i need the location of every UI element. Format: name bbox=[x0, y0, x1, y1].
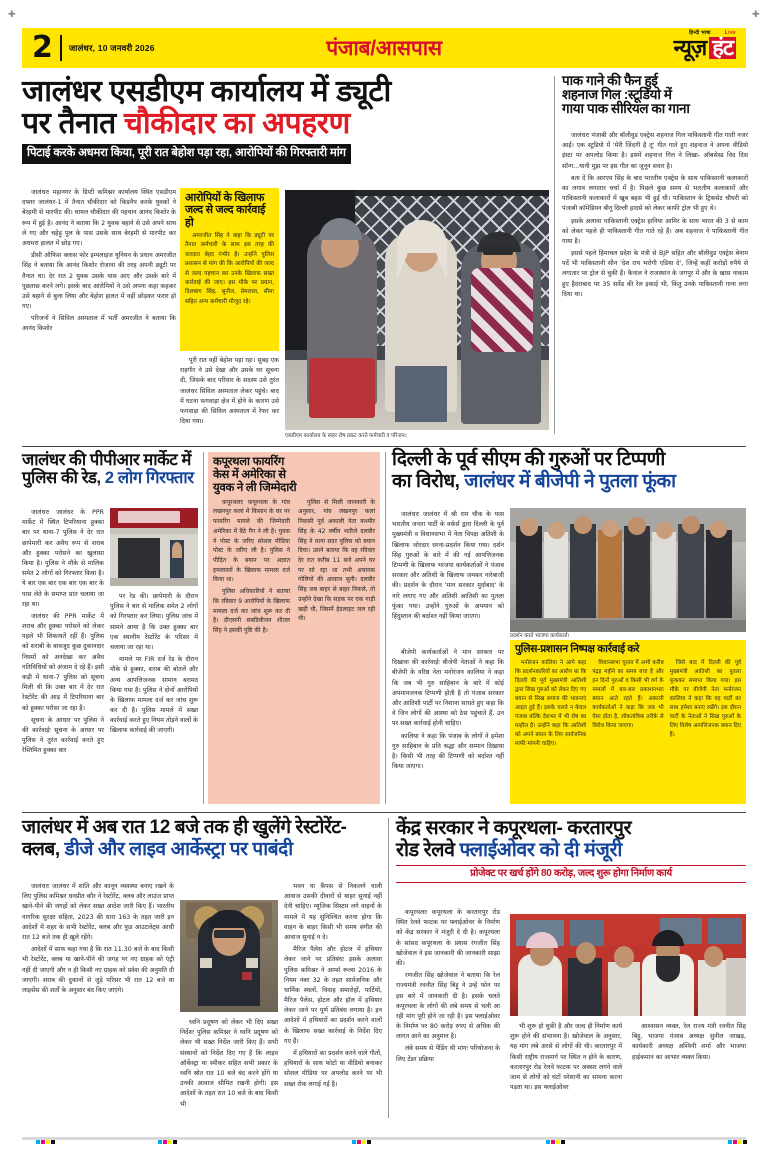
bottom-left-headline-l2 bbox=[22, 840, 382, 860]
color-dots-3 bbox=[352, 1140, 371, 1144]
mid-left-headline-l2-plain: पुलिस की रेड, bbox=[22, 469, 105, 488]
lead-yellow-box bbox=[180, 188, 279, 351]
lead-photo-protest bbox=[285, 190, 549, 430]
bottom-left-body-col2 bbox=[180, 1018, 278, 1112]
mid-left-col2-para-1: पर रेड की। छापेमारी के दौरान पुलिस ने बार से मालिक समेत 2 लोगों को गिरफ्तार कर लिया। पुलिस जांच में सामने आया है कि उक्त हुक्का बार एक स्थानीय रेस्टोरेंट के परिसर में चलाया जा रहा था। bbox=[110, 593, 198, 651]
mid-right-headline-l1: दिल्ली के पूर्व सीएम की गुरुओं पर टिप्पणी bbox=[392, 449, 665, 470]
mid-right-story bbox=[392, 450, 746, 492]
mid-right-headline-l2-accent: जालंधर में बीजेपी ने पुतला फूंका bbox=[464, 470, 676, 492]
mid-pink-para-3: पुलिस से मिली जानकारी के अनुसार, गांव लखनपुर कलां निवासी पूर्व अकाली नेता कश्मीर सिंह के 42 वर्षीय भतीजे दलवीर सिंह ने थाना सदर पुलिस को बयान दिया। उसने बताया कि वह रविवार देर रात करीब 11 बजे अपने घर पर सो रहा था तभी अचानक गोलियों की आवाज सुनी। दलवीर सिंह जब बाहर से बाहर निकले, तो उन्होंने देखा कि सड़क पर एक गाड़ी खड़ी थी, जिसमें हेडलाइट जल रही थी। bbox=[298, 498, 375, 623]
mid-left-story bbox=[22, 452, 198, 487]
bottom-left-body-col3 bbox=[284, 882, 382, 1092]
bottom-left-col3-para-1: में हथियारों का प्रदर्शन करने वाले गीतों, हथियारों के साथ फोटो या वीडियो बनाकर सोशल मीडिया पर अपलोड करने पर भी सख्त रोक लगाई गई है। bbox=[284, 1050, 382, 1088]
color-registration-bar bbox=[22, 1137, 746, 1140]
bottom-right-headline-l2-accent: फ्लाईओवर को दी मंजूरी bbox=[459, 839, 623, 862]
right-column-story bbox=[562, 74, 748, 116]
mid-right-yellow-col2-para: विधानसभा चुनाव में अभी करीब पंद्रह महीने का समय बचा है और इन दिनों गुरुओं व किसी भी वर्ग के मामलों में बार-बार प्रकाशनभरा बयान आते रहते हैं। अकाली कार्यकर्ताओं ने कहा कि जब भी ऐसा होता है, लोकतांत्रिक तरीके से विरोध किया जाएगा। bbox=[592, 659, 664, 730]
register-mark-tl: ✚ bbox=[8, 9, 16, 19]
lead-yellow-box-headline: आरोपियों के खिलाफ जल्द से जल्द कार्रवाई हो bbox=[185, 192, 266, 229]
lead-headline-line2-accent: चौकीदार का अपहरण bbox=[123, 107, 350, 141]
mid-right-yellow-col1-para: मनोरंजन कालिया ने आगे कहा कि प्रदर्शनकारियों का आरोप था कि दिल्ली की पूर्व मुख्यमंत्री आतिशी द्वारा सिख गुरुओं को लेकर दिए गए बयान से सिख समाज की भावनाएं आहत हुई हैं। इसके चलते न केवल पंजाब बल्कि देशभर में भी रोष का माहौल है। उन्होंने कहा कि आतिशी को अपने बयान के लिए सार्वजनिक माफी मांगनी चाहिए। bbox=[515, 659, 587, 748]
divider-right-col bbox=[554, 76, 555, 434]
mid-pink-story bbox=[208, 452, 380, 804]
mid-right-yellow-col2 bbox=[592, 659, 663, 751]
bottom-left-headline-l2-plain: क्लब, bbox=[22, 838, 65, 860]
mid-pink-para-2: पुलिस अधिकारियों ने बताया कि रविवार 9 आरोपियों के खिलाफ मामला दर्ज कर जांच शुरू कर दी है। डीएसपी सबडिवीजन शीतल सिंह ने इसकी पुष्टि की है। bbox=[213, 588, 290, 634]
bottom-left-headline-l2-accent: डीजे और लाइव आर्केस्ट्रा पर पाबंदी bbox=[64, 838, 293, 860]
bottom-right-para-1: कपूरथलाः कपूरथला के करतारपुर रोड स्थित रेलवे फाटक पर फ्लाईओवर के निर्माण को केंद्र सरकार ने मंजूरी दे दी है। कपूरथला के सांसद कपूरथला के प्रयास रंगजीत सिंह खोजेवाल ने इस जानकारी की जानकारी साझा की। bbox=[396, 909, 500, 967]
mid-right-yellow-col1 bbox=[515, 659, 586, 751]
mid-pink-body bbox=[213, 498, 375, 636]
lead-col2-para-1: पूरी रात वहीं बेहोश पड़ा रहा। सुबह एक राहगीर ने उसे देखा और उसके घर सूचना दी, जिसके बाद परिवार के सदस्य उसे तुरंत जालंधर सिविल अस्पताल लेकर पहुंचे। बाद में घटना फगवाड़ा क्षेत्र में होने के कारण उसे फगवाड़ा की सिविल अस्पताल में रेफर कर दिया गया। bbox=[180, 357, 279, 426]
lead-body-col2 bbox=[180, 356, 279, 429]
bottom-right-para-2: रणजीत सिंह खोजेवाल ने बताया कि रेल राज्यमंत्री रवनीत सिंह बिट्टू ने उन्हें फोन पर इस बारे में जानकारी दी है। इसके चलते कपूरथला के लोगों की लंबे समय से चली आ रही मांग पूरी होने जा रही है। इस फ्लाईओवर के निर्माण पर 80 करोड़ रुपए से अधिक की लागत आने का अनुमान है। bbox=[396, 972, 500, 1041]
lead-kicker: पिटाई करके अधमरा किया, पूरी रात बेहोश पड़ा रहा, आरोपियों की गिरफ्तारी मांग bbox=[22, 144, 351, 164]
masthead bbox=[22, 28, 746, 68]
right-story-headline-l1: पाक गाने की फैन हुई bbox=[562, 73, 658, 88]
mid-pink-headline-l2: केस में अमेरिका से bbox=[213, 468, 286, 481]
bottom-right-body-col3 bbox=[632, 1022, 746, 1065]
color-dots-5 bbox=[728, 1140, 747, 1144]
bottom-right-body-col2 bbox=[510, 1022, 622, 1095]
lead-body-col1 bbox=[22, 188, 176, 337]
mid-right-yellow-col3 bbox=[670, 659, 741, 751]
bottom-right-headline-l2 bbox=[396, 840, 746, 860]
bottom-right-headline-l1: केंद्र सरकार ने कपूरथला- करतारपुर bbox=[396, 817, 632, 839]
logo-word-hunt: हंट bbox=[709, 37, 736, 59]
color-dots-2 bbox=[158, 1140, 177, 1144]
divider-below-mid bbox=[22, 812, 746, 813]
mid-left-para-1: जालंधरः जालंधर के PPR मार्केट में स्थित टिपरियाना हुक्का बार पर थाना-7 पुलिस ने देर रात छापेमारी कर अवैध रूप से शराब और हुक्का परोसने का खुलासा किया है। पुलिस ने मौके से मालिक समेत 2 लोगों को गिरफ्तार किया है। ये बार एक बार एक बार एक बार के पास लेते के समाप्त प्रात चलाया जा रहा था। bbox=[22, 509, 104, 608]
bottom-left-para-2: आदेशों में साफ कहा गया है कि रात 11.30 बजे के बाद किसी भी रेस्टोरेंट, क्लब या खाने-पीने की जगह पर नए ग्राहक को एंट्री नहीं दी जाएगी और न ही किसी नए ग्राहक को प्रवेश की अनुमति दी जाएगी। शराब की दुकानों से जुड़े परिसर भी रात 12 बजे या लाइसेंस की शर्तों के अनुसार बंद किए जाएंगे। bbox=[22, 946, 174, 994]
mid-right-col2-para-2: कालिया ने कहा कि पंजाब के लोगों ने हमेशा गुरु साहिबान के प्रति श्रद्धा और सम्मान दिखाया है। किसी भी तरह की टिप्पणी को बर्दाश्त नहीं किया जाएगा। bbox=[392, 732, 504, 771]
bottom-left-story bbox=[22, 818, 382, 860]
lead-yellow-box-text bbox=[185, 232, 274, 307]
mid-left-col2-para-2: मामले पर FIR दर्ज रेड के दौरान मौके से हुक्का, शराब की बोतलें और अन्य आपत्तिजनक सामान बरामद किया गया है। पुलिस ने दोनों आरोपियों के खिलाफ मामला दर्ज कर जांच शुरू कर दी है। पुलिस मामले में सख्त कार्रवाई करते हुए नियम तोड़ने वालों के खिलाफ कार्रवाई की जाएगी। bbox=[110, 656, 198, 735]
bottom-right-col2-para-1: भी शुरू हो चुकी है और जल्द ही निर्माण कार्य शुरू होने की संभावना है। खोजेवाल के अनुसार, यह मांग लंबे अरसे से लोगों की थी। करतारपुर में किसी राष्ट्रीय राजमार्ग पर स्थित न होने के कारण, करतारपुर रोड रेलवे फाटक पर अक्सर लगने वाले जाम से लोगों को घंटों परेशानी का सामना करना पड़ता था। इस फ्लाईओवर bbox=[510, 1023, 622, 1092]
bottom-left-para-1: जालंधरः जालंधर में शांति और कानून व्यवस्था बनाए रखने के लिए पुलिस कमिश्नर धनप्रीत कौर ने रेस्टोरेंट, क्लब और लाउंज प्राप्त खाने-पीने की जगहों को लेकर सख्त आदेश जारी किए हैं। भारतीय नागरिक सुरक्षा संहिता, 2023 की धारा 163 के तहत जारी इन आदेशों में शहर के सभी रेस्टोरेंट, क्लब और फूड आउटलेट्स आधी रात 12 बजे तक ही खुले रहेंगे। bbox=[22, 883, 174, 941]
lead-para-3: परिजनों ने सिविल अस्पताल में भर्ती अमरजीत ने बताया कि आनंद किशोर bbox=[22, 315, 176, 333]
lead-yellow-box-para: अमरजीत सिंह ने कहा कि ड्यूटी पर तैनात कर्मचारी के साथ इस तरह की वारदात बेहद गंभीर है। उन्होंने पुलिस प्रशासन से मांग की कि आरोपियों की जल्द से जल्द पहचान कर उनके खिलाफ सख्त कार्रवाई की जाए। इस मौके पर प्रधान, दिलबाग सिंह, सुनील, प्रेमलाल, सीमा सहित अन्य कर्मचारी मौजूद रहे। bbox=[185, 232, 274, 305]
mid-left-para-3: सूचना के आधार पर पुलिस ने की कार्रवाईः सूचना के आधार पर पुलिस ने तुरंत कार्रवाई करते हुए रेस्तिमित हुक्का बार bbox=[22, 716, 104, 755]
bottom-right-story bbox=[396, 818, 746, 883]
logo-word-news: न्यूज़ bbox=[673, 35, 707, 60]
color-dots-4 bbox=[546, 1140, 565, 1144]
right-story-para-1: जालंधरः पंजाबी और बॉलीवुड एक्ट्रेस शहनाज गिल पाकिस्तानी गीत गाती नजर आईं। एक स्टूडियो में 'मेरी जिंदगी है तू' गीत गाते हुए शहनाज ने अपना वीडियो इंस्टा पर अपलोड किया है। इसमें शहनाज गिल ने लिखा- ऑबसेस्ड विद दिस सॉन्ग...यानी मुझ पर इस गीत का जुनून सवार है। bbox=[562, 132, 748, 170]
mid-left-para-2: जालंधर की PPR मार्केट में शराब और हुक्का परोसने को लेकर पहले भी शिकायतें रहीं हैं। पुलिस को शराबी के बावजूद कुछ दुकानदार नियमों को अनदेखा कर अवैध गतिविधियों को अंजाम दे रहे हैं। इसी कड़ी में थाना-7 पुलिस को सूचना मिली थी कि उक्त बार में देर रात रेस्टोरेंट की आड़ में टिपरियाना बार को हुक्का परोसा जा रहा है। bbox=[22, 612, 105, 712]
mid-left-body-col1 bbox=[22, 508, 104, 759]
bottom-right-red-strip: प्रोजेक्ट पर खर्च होंगे 80 करोड़, जल्द शुरू होगा निर्माण कार्य bbox=[396, 865, 746, 883]
lead-headline-line1: जालंधर एसडीएम कार्यालय में ड्यूटी bbox=[22, 75, 391, 108]
logo-tagline-left: हिन्दी भाषा bbox=[689, 30, 711, 36]
mid-right-headline-l2 bbox=[392, 472, 746, 492]
bottom-right-para-3: लंबे समय से पेंडिंग थी मांगः परियोजना के लिए टेंडर प्रक्रिया bbox=[396, 1045, 500, 1063]
mid-pink-headline-l1: कपूरथला फायरिंग bbox=[213, 456, 285, 468]
mid-left-photo-police-station bbox=[110, 508, 198, 586]
bottom-left-col2-para-3: ध्वनि प्रदूषण को लेकर भी दिए सख्त निर्देशः पुलिस कमिश्नर ने ध्वनि प्रदूषण को लेकर भी सख्त निर्देश जारी किए हैं। सभी संस्थानों को निर्देश दिए गए हैं कि लाइव ऑर्केस्ट्रा या स्पीकर सहित सभी प्रकार के ध्वनि स्रोत रात 10 बजे बंद करने होंगे या उनकी आवाज सीमित रखनी होगी। इस आदेशों के तहत रात 10 बजे के बाद किसी भी bbox=[180, 1019, 278, 1108]
lead-para-2: डीसी ऑफिस क्लास फोर इम्पलाइज यूनियन के प्रधान अमरजीत सिंह ने बताया कि आनंद किशोर रोजाना की तरह अपनी ड्यूटी पर तैनात था। देर रात 2 युवक उसके पास आए और उसके बारे में पूछताछ करने लगे। इसके बाद आरोपियों ने उसे अपना कहा कहकर उसे बहाने से बुला लिया और बेहोश हालत में वहीं छोड़कर फरार हो गए। bbox=[22, 252, 176, 311]
lead-headline-line2 bbox=[22, 108, 550, 139]
mid-right-body-col2 bbox=[392, 648, 504, 774]
lead-headline-line2-plain: पर तैनात bbox=[22, 107, 124, 141]
right-story-headline-l2: शहनाज गिल :स्टूडियो में bbox=[562, 87, 672, 103]
divider-mid-1 bbox=[203, 452, 204, 804]
logo-tagline-right: Live bbox=[724, 30, 736, 36]
bottom-left-photo-commissioner bbox=[180, 900, 278, 1012]
color-dots-1 bbox=[36, 1140, 55, 1144]
right-column-body bbox=[562, 131, 748, 302]
mid-left-headline-l2-accent: 2 लोग गिरफ्तार bbox=[104, 469, 194, 488]
mid-left-body-col2 bbox=[110, 592, 198, 739]
mid-left-headline-l1: जालंधर की पीपीआर मार्केट में bbox=[22, 451, 191, 469]
right-story-para-4: इससे पहले हिमाचल प्रदेश के मंत्री से BJP सहित और बॉलीवुड एक्ट्रेस बेनाम पर्दे भी पाकिस्तानी सीन 'देश राय भरोगी एडिया दे', जिन्हें कहीं करोड़ों रुपैये से लगातार पर ट्रोल से चुकी हैं। कैनाल ने राजस्थान के जगपुर में और के खास नाकाम हुए हैदराबाद पर 35 सर्वेड की रेल इकाई भी, किंतु उनके पाकिस्तानी गाना लगा दिया था। bbox=[562, 250, 748, 298]
mid-left-headline-l2 bbox=[22, 470, 198, 487]
masthead-dateline: जालंधर, 10 जनवरी 2026 bbox=[68, 42, 155, 53]
bottom-left-headline-l1: जालंधर में अब रात 12 बजे तक ही खुलेंगे रेस्टोरेंट- bbox=[22, 817, 347, 838]
right-story-para-2: बता दें कि आरएम सिंह के बाद भारतीय एक्ट्रेस के साथ पाकिस्तानी कलाकारों का लगाव लगातार चर्चा में है। पिछले कुछ समय से भारतीय कलाकारों और पाकिस्तानी कलाकारों में खूब बहस भी हुई थी। पाकिस्तान के ट्रिकसेट चौधरी को पंजाबी कॉमेडियन बीनू दिल्ली हादसे को लेकर काफी ट्रोल भी हुए थे। bbox=[562, 174, 748, 213]
mid-pink-para-1: कपूरथलाः कपूरथला के गांव लखनपुर कलां में किसान के घर पर फायरिंग मामले की जिम्मेदारी अमेरिका में बैठे गैंग ने ली है। युवक ने पोस्ट के जरिए सोशल मीडिया पोस्ट के जरिए ली है। पुलिस ने पीड़ित के बयान पर अज्ञात हमलावरों के खिलाफ मामला दर्ज किया था। bbox=[213, 498, 290, 584]
right-story-para-3: इसके अलावा पाकिस्तानी एक्ट्रेस हानिया आमिर के साथ भारत की 3 से काम को लेकर पहले ही पाकिस्तानी गीत गाते रहे हैं। अब शहनाज ने पाकिस्तानी गीत गाया है। bbox=[562, 217, 748, 245]
register-mark-tr: ✚ bbox=[752, 9, 760, 19]
mid-right-headline-l2-plain: का विरोध, bbox=[392, 470, 465, 492]
right-story-headline-l3: गाया पाक सीरियल का गाना bbox=[562, 101, 690, 117]
mid-pink-headline-l3: युवक ने ली जिम्मेदारी bbox=[213, 481, 297, 494]
publication-logo[interactable] bbox=[674, 31, 736, 59]
mid-right-col2-para-1: बीजेपी कार्यकर्ताओं ने मान सरकार पर दिखावा की कार्रवाईः बीजेपी नेताओं ने कहा कि बीजेपी के वरिष्ठ नेता मनोरंजन कालिया ने कहा कि जब भी गुरु साहिबान के बारे में कोई अपमानजनक टिप्पणी होती है तो पंजाब सरकार और आतिशी पार्टी पर निशाना साधते हुए कहा कि वे जिन लोगों की आस्था को ठेस पहुंचाते हैं, उन पर सख्त कार्रवाई होनी चाहिए। bbox=[392, 649, 504, 728]
mid-right-photo-caption: प्रदर्शन करते भाजपा कार्यकर्ता। bbox=[510, 633, 570, 639]
mid-right-yellow-col3-para: जिसे बाद में दिल्ली की पूर्व मुख्यमंत्री आतिशी का पुतला फूंककर समाप्त किया गया। इस मौके पर बीजेपी नेता मनोरंजन कालिया ने कहा कि वह पार्टी का साथ हमेशा बनाए रखेंगे। इस दौरान पार्टी के नेताओं ने सिख गुरुओं के लिए विशेष आपत्तिजनक बयान दिए हैं। bbox=[669, 659, 741, 739]
bottom-right-photo-mp bbox=[510, 914, 746, 1016]
bottom-left-col2-para-1: भवन या कैंपस से निकलने वाली आवाज उसकी दीवारों से बाहर सुनाई नहीं देनी चाहिए। म्यूजिक सिस्टम लगे वाहनों के मामले में यह सुनिश्चित करना होगा कि वाहन के बाहर किसी भी समय संगीत की आवाज सुनाई न दे। bbox=[284, 883, 382, 941]
divider-mid-2 bbox=[385, 452, 386, 804]
divider-below-lead bbox=[22, 446, 746, 447]
lead-para-1: जालंधरः महानगर के डिप्टी कमिश्नर कार्यालय स्थित एसडीएम दफ्तर जालंधर-1 में तैनात चौकीदार को किडनैप करके युवकों ने बेरहमी से मारपीट की। घायल चौकीदार की पहचान आनंद किशोर के रूप में हुई है। आनंद ने बताया कि 2 युवक बहाने से उसे अपने साथ ले गए और चहेड़ू पुल के पास उसके साथ बेरहमी से मारपीट कर अधमरा हालत में छोड़ गए। bbox=[22, 189, 176, 247]
bottom-left-body-col1 bbox=[22, 882, 174, 998]
page-number: 2 bbox=[32, 30, 52, 65]
bottom-right-body-col1 bbox=[396, 908, 500, 1067]
mid-right-yellow-headline: पुलिस-प्रशासन निष्पक्ष कार्रवाई करे bbox=[515, 643, 640, 655]
section-title: पंजाब/आसपास bbox=[326, 37, 442, 60]
bottom-right-headline-l2-plain: रोड रेलवे bbox=[396, 839, 460, 862]
mid-right-yellow-box bbox=[510, 640, 746, 804]
lead-story bbox=[22, 76, 550, 164]
divider-bottom bbox=[388, 818, 389, 1118]
mid-right-photo-protest bbox=[510, 508, 746, 632]
mid-right-para-1: जालंधरः जालंधर में श्री राम चौक के पास भारतीय जनता पार्टी के वर्कर्स द्वारा दिल्ली के पूर्व मुख्यमंत्री व विधानसभा में नेता विपक्ष अतिशी के खिलाफ जोरदार धरना-प्रदर्शन किया गया। दर्शन सिंह गुरुओं के बारे में की गई आपत्तिजनक टिप्पणी के खिलाफ भाजपा कार्यकर्ताओं ने पंजाब सरकार और अतिशी के खिलाफ जमकर नारेबाजी की। प्रदर्शन के दौरान 'मान सरकार मुर्दाबाद' के नारे लगाए गए और अतिशी आतिशी का पुतला फूंका गया। उन्होंने गुरुओं के अपमान को हिंदुस्तान की बर्दाश्त नहीं किया जाएगा। bbox=[392, 511, 504, 620]
bottom-right-col3-para-1: आश्वासन व्यक्त, रेल राज्य मंत्री रवनीत सिंह बिट्टू, भाजपा पंजाब अध्यक्ष सुनील जाखड़, कार्यकारी अध्यक्ष अश्विनी शर्मा और भाजपा हाईकमान का आभार व्यक्त किया। bbox=[632, 1023, 746, 1061]
bottom-left-col2-para-2: मैरिज पैलेस और होटल में हथियार लेकर जाने पर प्रतिबंधः इसके अलावा पुलिस कमिश्नर ने आर्म्स रूल्स 2016 के नियम नंबर 32 के तहत सार्वजनिक और धार्मिक स्थलों, विवाह समारोहों, पार्टियों, मैरिज पैलेस, होटल और हॉल में हथियार लेकर जाने पर पूर्ण प्रतिबंध लगाया है। इन आदेशों में हथियारों का प्रदर्शन करने वालों के खिलाफ सख्त कार्रवाई के निर्देश दिए गए हैं। bbox=[284, 946, 382, 1045]
mid-right-body-col1 bbox=[392, 510, 504, 624]
lead-photo-caption: एसडीएम कार्यालय के बाहर रोष प्रकट करते कर्मचारी व परिजन। bbox=[285, 433, 407, 439]
